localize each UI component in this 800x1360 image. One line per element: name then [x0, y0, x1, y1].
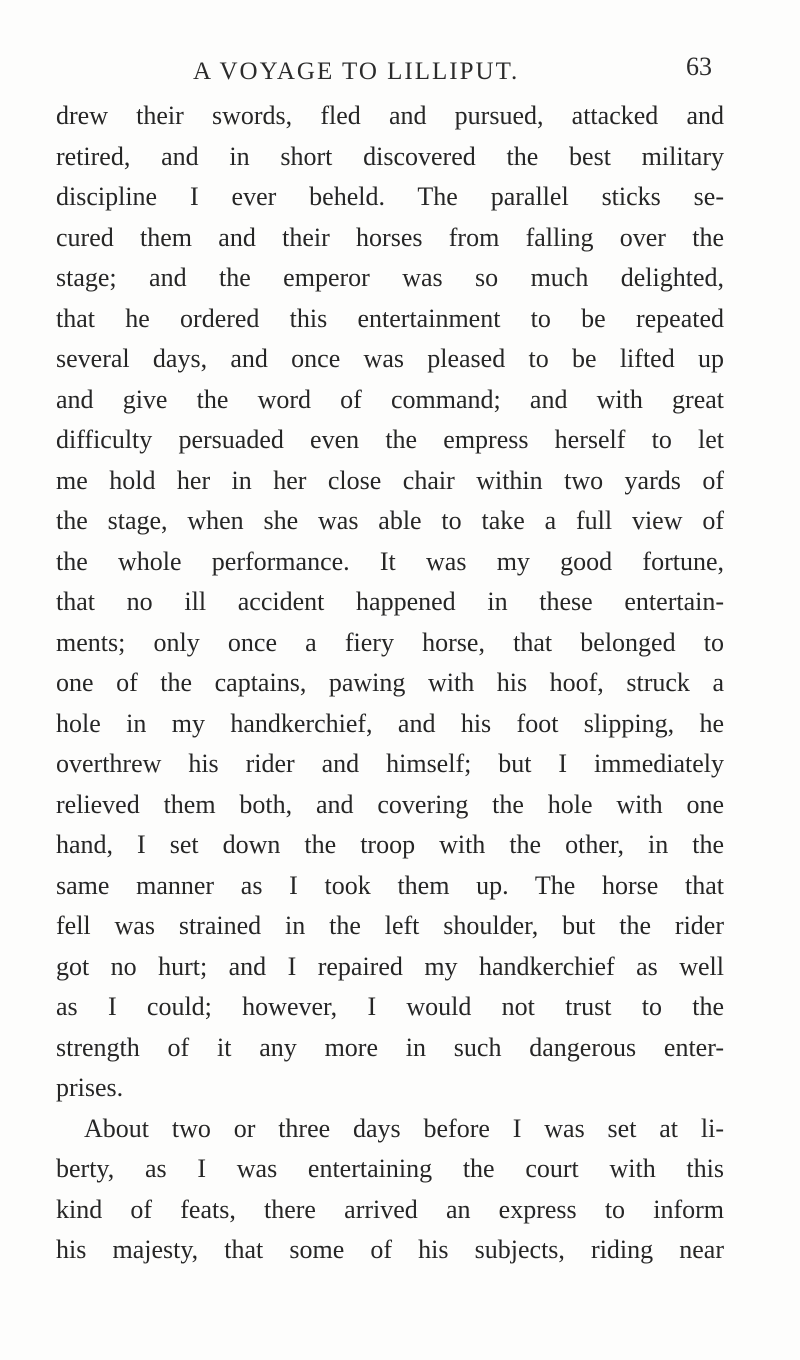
page-header	[0, 50, 800, 90]
text-line: the stage, when she was able to take a full view of	[56, 506, 724, 535]
text-line: relieved them both, and covering the hole with one	[56, 789, 724, 819]
text-line: drew their swords, fled and pursued, attacked and	[56, 101, 724, 130]
body-text	[56, 96, 724, 1271]
text-line: hole in my handkerchief, and his foot slipping, he	[56, 708, 724, 738]
text-line: his majesty, that some of his subjects, riding near	[56, 1235, 724, 1264]
text-line: ments; only once a fiery horse, that belonged to	[56, 627, 724, 657]
text-line: hand, I set down the troop with the other, in the	[56, 830, 724, 859]
running-head: A VOYAGE TO LILLIPUT.	[193, 58, 520, 85]
text-line: several days, and once was pleased to be lifted up	[56, 344, 724, 373]
text-line: as I could; however, I would not trust to the	[56, 992, 724, 1021]
text-line: fell was strained in the left shoulder, but the rider	[56, 911, 724, 940]
text-line: same manner as I took them up. The horse that	[56, 870, 724, 900]
text-line: overthrew his rider and himself; but I immediately	[56, 749, 724, 778]
text-line: one of the captains, pawing with his hoof, struck a	[56, 668, 724, 697]
text-line: difficulty persuaded even the empress herself to let	[56, 425, 724, 454]
text-line: got no hurt; and I repaired my handkerchief as well	[56, 951, 724, 981]
page-number: 63	[686, 52, 712, 81]
text-line: kind of feats, there arrived an express to inform	[56, 1194, 724, 1224]
text-line: retired, and in short discovered the best military	[56, 141, 724, 171]
text-line: that he ordered this entertainment to be repeated	[56, 303, 724, 333]
text-line: and give the word of command; and with great	[56, 384, 724, 414]
paragraph-start-line: About two or three days before I was set at li-	[84, 1113, 724, 1143]
text-line: berty, as I was entertaining the court with this	[56, 1154, 724, 1183]
text-line: that no ill accident happened in these entertain-	[56, 587, 724, 616]
text-line: me hold her in her close chair within two yards of	[56, 465, 724, 495]
text-line: discipline I ever beheld. The parallel sticks se-	[56, 182, 724, 211]
text-line: the whole performance. It was my good fortune,	[56, 546, 724, 576]
paragraph-end-line: prises.	[56, 1073, 124, 1102]
text-line: cured them and their horses from falling over the	[56, 222, 724, 252]
text-line: strength of it any more in such dangerous enter-	[56, 1032, 724, 1062]
text-line: stage; and the emperor was so much delighted,	[56, 263, 724, 292]
